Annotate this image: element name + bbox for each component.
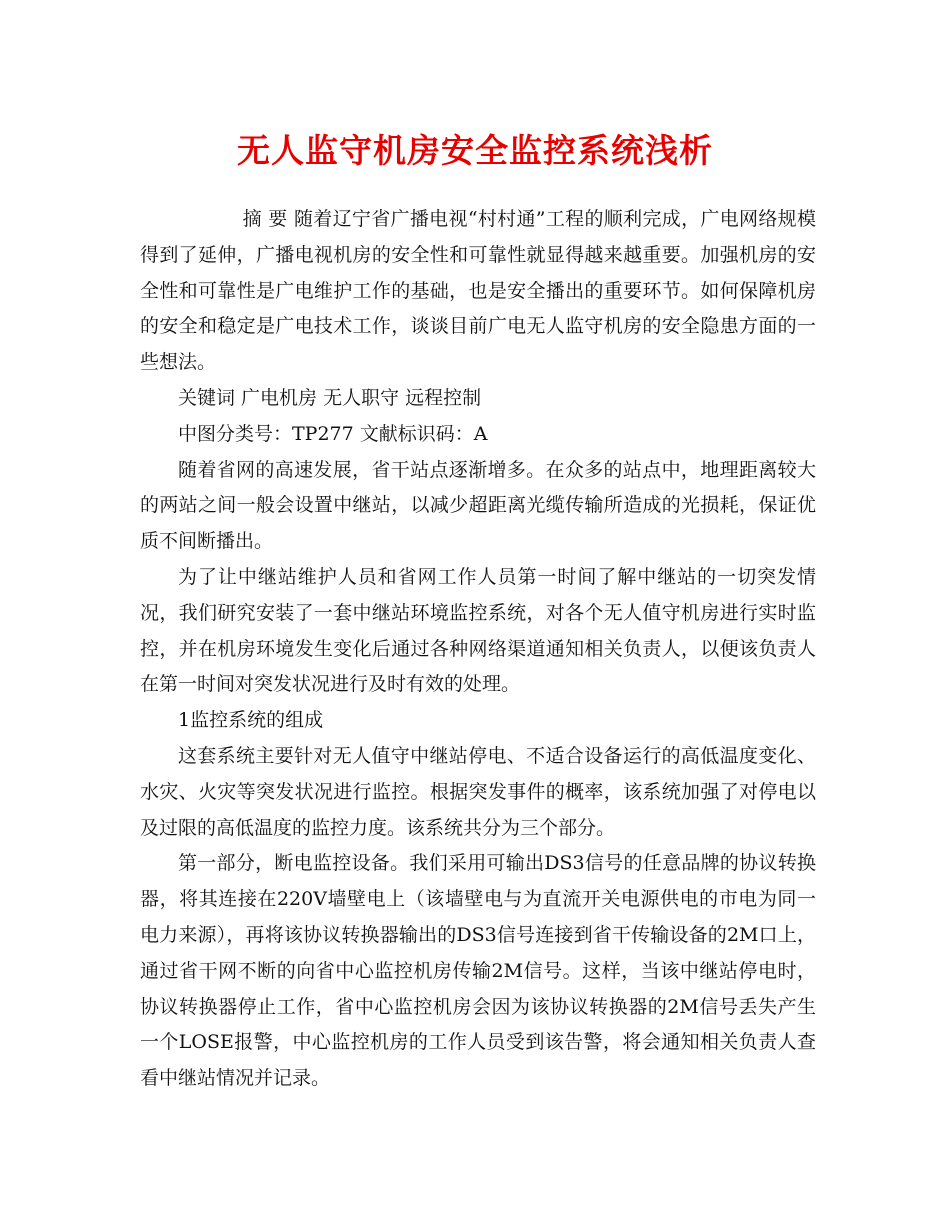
document-title: 无人监守机房安全监控系统浅析 (237, 131, 713, 170)
body-paragraph: 这套系统主要针对无人值守中继站停电、不适合设备运行的高低温度变化、水灾、火灾等突发状况进行监控。根据突发事件的概率，该系统加强了对停电以及过限的高低温度的监控力度。该系统共分为三个部分。 (140, 744, 816, 839)
classification-line: 中图分类号：TP277 文献标识码：A (178, 422, 488, 445)
body-paragraph: 随着省网的高速发展，省干站点逐渐增多。在众多的站点中，地理距离较大的两站之间一般会设置中继站，以减少超距离光缆传输所造成的光损耗，保证优质不间断播出。 (140, 458, 816, 553)
body-paragraph: 为了让中继站维护人员和省网工作人员第一时间了解中继站的一切突发情况，我们研究安装了一套中继站环境监控系统，对各个无人值守机房进行实时监控，并在机房环境发生变化后通过各种网络渠道通知相关负责人，以便该负责人在第一时间对突发状况进行及时有效的处理。 (140, 565, 816, 696)
keywords-line: 关键词 广电机房 无人职守 远程控制 (178, 386, 482, 409)
abstract-paragraph: 摘 要 随着辽宁省广播电视“村村通”工程的顺利完成，广电网络规模得到了延伸，广播电视机房的安全性和可靠性就显得越来越重要。加强机房的安全性和可靠性是广电维护工作的基础，也是安全播出的重要环节。如何保障机房的安全和稳定是广电技术工作，谈谈目前广电无人监守机房的安全隐患方面的一些想法。 (140, 208, 816, 374)
body-paragraph: 第一部分，断电监控设备。我们采用可输出DS3信号的任意品牌的协议转换器，将其连接在220V墙壁电上（该墙壁电与为直流开关电源供电的市电为同一电力来源），再将该协议转换器输出的DS3信号连接到省干传输设备的2M口上，通过省干网不断的向省中心监控机房传输2M信号。这样，当该中继站停电时，协议转换器停止工作，省中心监控机房会因为该协议转换器的2M信号丢失产生一个LOSE报警，中心监控机房的工作人员受到该告警，将会通知相关负责人查看中继站情况并记录。 (140, 852, 816, 1090)
document-body (140, 202, 816, 1097)
section-heading: 1监控系统的组成 (178, 709, 324, 732)
